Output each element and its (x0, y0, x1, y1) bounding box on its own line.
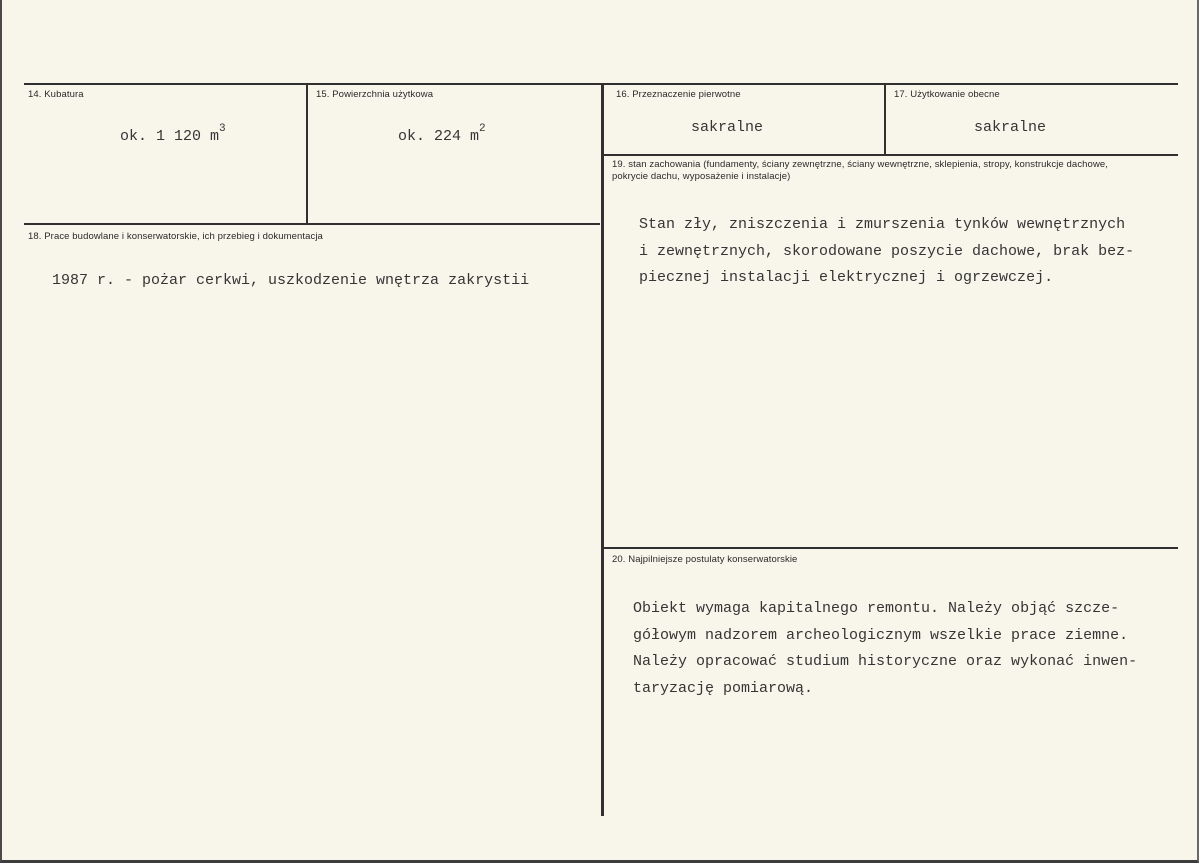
field-19-line: Stan zły, zniszczenia i zmurszenia tynków wewnętrznych (639, 216, 1126, 233)
field-19-text (639, 212, 1134, 292)
field-19-line: piecznej instalacji elektrycznej i ogrzewczej. (639, 269, 1054, 286)
rule-above-19 (604, 154, 1178, 156)
field-20-text (633, 596, 1137, 702)
rule-above-20 (604, 547, 1178, 549)
cubature-unit-exponent: 3 (219, 123, 226, 135)
field-19-line: i zewnętrznych, skorodowane poszycie dachowe, brak bez- (639, 242, 1135, 260)
field-15-value (398, 123, 486, 145)
field-16-value: sakralne (691, 119, 764, 136)
field-18-label: 18. Prace budowlane i konserwatorskie, ich przebieg i dokumentacja (28, 231, 323, 242)
field-15-label: 15. Powierzchnia użytkowa (316, 89, 434, 100)
field-17-label: 17. Użytkowanie obecne (894, 89, 1000, 100)
field-19-label: 19. stan zachowania (fundamenty, ściany zewnętrzne, ściany wewnętrzne, sklepienia, stropy, konstrukcje dachowe, pokrycie dachu, wyposażenie i instalacje) (612, 159, 1109, 182)
cubature-value: ok. 1 120 m (120, 128, 220, 145)
field-18-value: 1987 r. - pożar cerkwi, uszkodzenie wnętrza zakrystii (52, 272, 530, 289)
field-20-line: Należy opracować studium historyczne oraz wykonać inwen- (633, 653, 1138, 670)
rule-above-18 (24, 223, 600, 225)
field-14-label: 14. Kubatura (28, 89, 84, 100)
field-17-value: sakralne (974, 119, 1047, 136)
area-value: ok. 224 m (398, 128, 480, 145)
field-20-line: gółowym nadzorem archeologicznym wszelkie prace ziemne. (633, 626, 1129, 644)
field-20-line: Obiekt wymaga kapitalnego remontu. Należy objąć szcze- (633, 600, 1120, 617)
center-divider (601, 84, 604, 816)
divider-16-17 (884, 84, 886, 155)
field-20-line: taryzację pomiarową. (633, 679, 814, 697)
area-unit-exponent: 2 (479, 123, 486, 135)
divider-14-15 (306, 84, 308, 224)
field-16-label: 16. Przeznaczenie pierwotne (616, 89, 741, 100)
field-20-label: 20. Najpilniejsze postulaty konserwatorskie (612, 554, 798, 565)
field-14-value (120, 123, 226, 145)
